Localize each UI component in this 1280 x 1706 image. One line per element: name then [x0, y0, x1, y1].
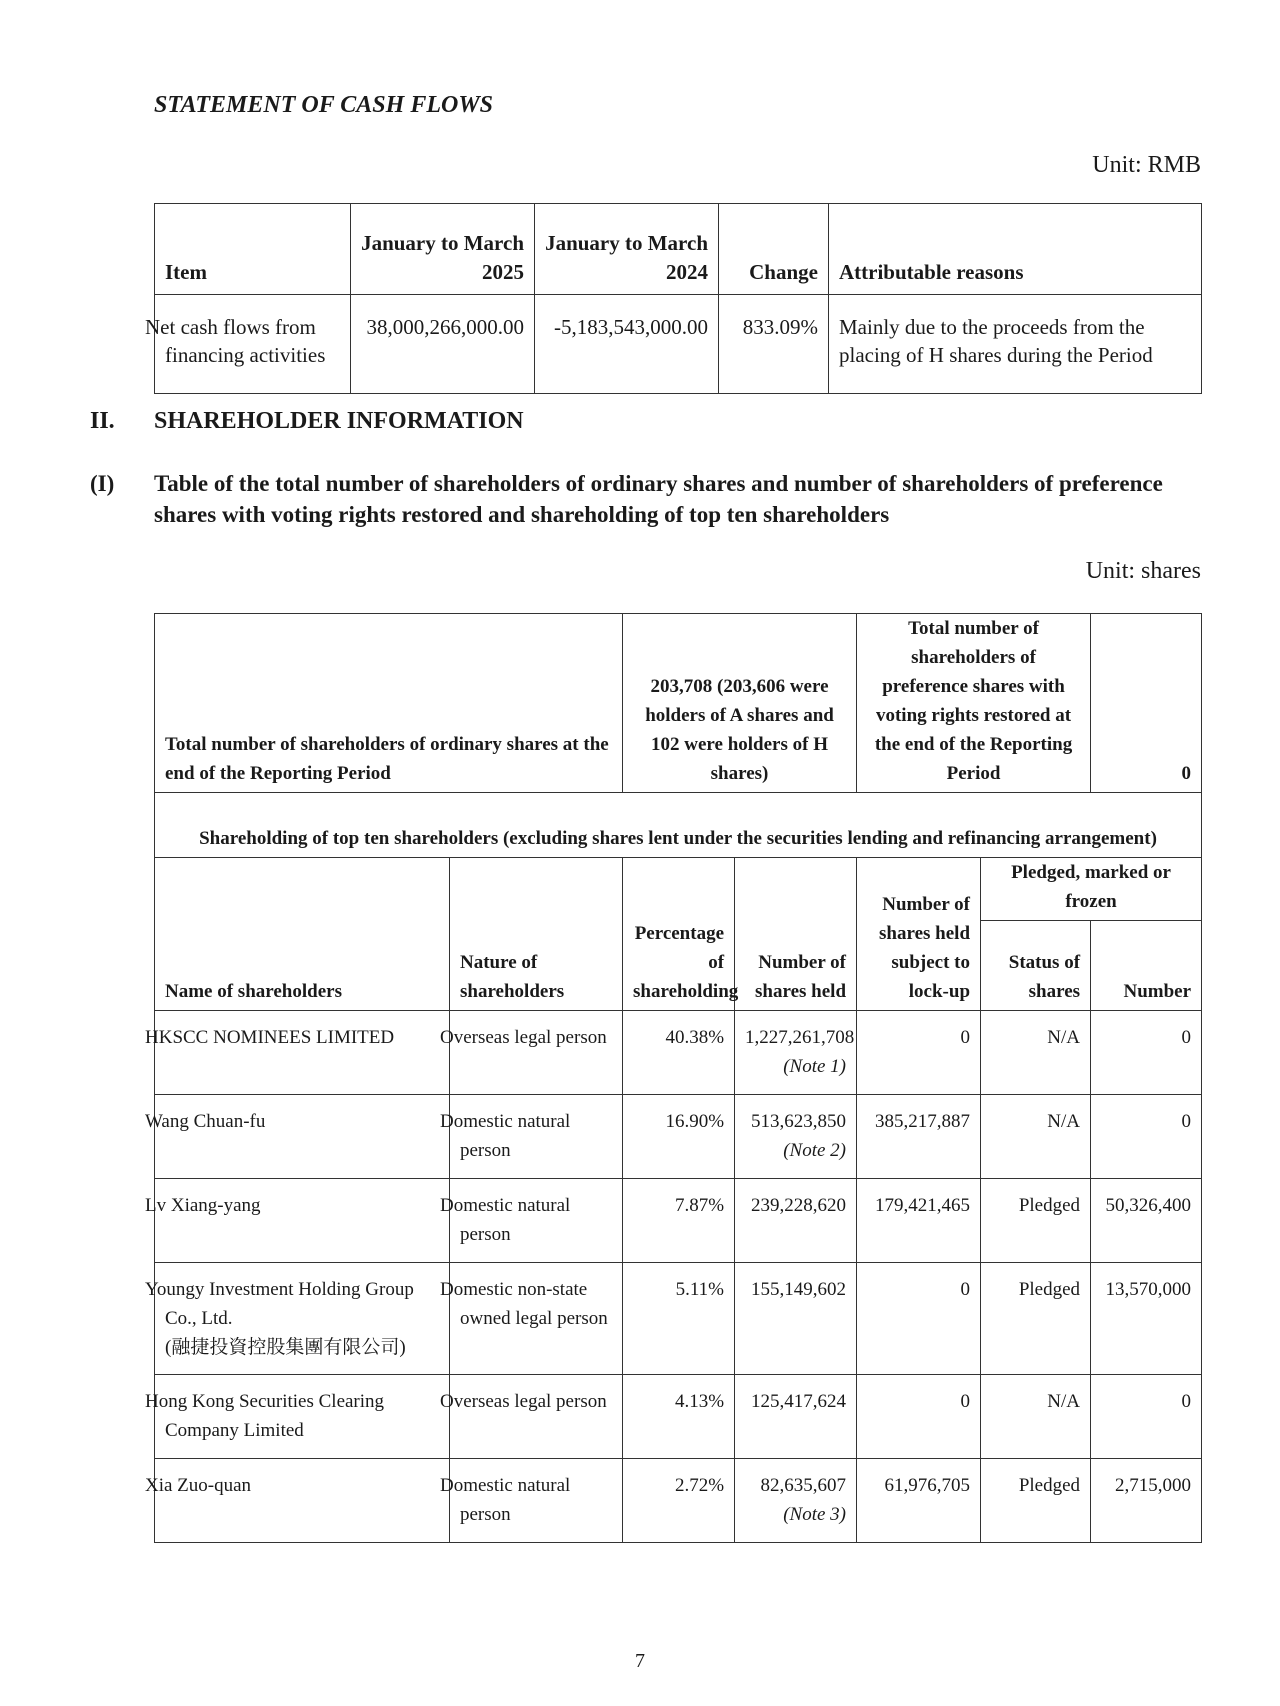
header-reasons: Attributable reasons	[829, 204, 1202, 295]
page-number: 7	[635, 1650, 645, 1672]
table-row	[155, 1011, 1202, 1095]
cell-status: N/A	[981, 1011, 1091, 1095]
cell-nature: Domestic natural person	[450, 1179, 623, 1263]
cell-shares	[735, 1459, 857, 1543]
cell-nature: Domestic natural person	[450, 1459, 623, 1543]
table-row	[155, 1263, 1202, 1375]
cell-name: HKSCC NOMINEES LIMITED	[155, 1011, 450, 1095]
shares-note: (Note 3)	[783, 1504, 847, 1525]
cell-shares: 155,149,602	[735, 1263, 857, 1375]
cell-item: Net cash flows from financing activities	[155, 295, 351, 394]
cell-reasons: Mainly due to the proceeds from the placing of H shares during the Period	[829, 295, 1202, 394]
cell-status: Pledged	[981, 1459, 1091, 1543]
cell-nature: Overseas legal person	[450, 1375, 623, 1459]
shareholder-name-cn: (融捷投資控股集團有限公司)	[165, 1337, 406, 1358]
header-jan-mar-2025: January to March 2025	[351, 204, 535, 295]
subsection-title: Table of the total number of shareholders of ordinary shares and number of shareholders of preference shares with voting rights restored and shareholding of top ten shareholders	[154, 471, 1163, 527]
header-name: Name of shareholders	[155, 858, 450, 1011]
cell-name: Lv Xiang-yang	[155, 1179, 450, 1263]
cell-nature: Domestic natural person	[450, 1095, 623, 1179]
subsection-number: (I)	[90, 471, 115, 496]
shares-note: (Note 2)	[783, 1140, 847, 1161]
header-percentage: Percentage of shareholding	[623, 858, 735, 1011]
cell-percentage: 16.90%	[623, 1095, 735, 1179]
header-shares-held: Number of shares held	[735, 858, 857, 1011]
cell-name: Xia Zuo-quan	[155, 1459, 450, 1543]
cell-percentage: 4.13%	[623, 1375, 735, 1459]
cell-name	[145, 1263, 450, 1375]
cell-number: 0	[1091, 1095, 1202, 1179]
table-row	[155, 1095, 1202, 1179]
preference-shareholders-value: 0	[1091, 614, 1202, 793]
statement-title: STATEMENT OF CASH FLOWS	[154, 92, 493, 118]
unit-rmb: Unit: RMB	[1092, 152, 1201, 178]
cell-number: 2,715,000	[1091, 1459, 1202, 1543]
shareholder-table	[145, 613, 1202, 1543]
cell-number: 0	[1091, 1011, 1202, 1095]
section-heading	[90, 408, 524, 435]
table-row	[155, 1179, 1202, 1263]
cell-number: 13,570,000	[1091, 1263, 1202, 1375]
cell-shares: 239,228,620	[735, 1179, 857, 1263]
cash-flow-table	[145, 203, 1202, 394]
cell-shares	[735, 1095, 857, 1179]
cell-name: Wang Chuan-fu	[155, 1095, 450, 1179]
unit-shares: Unit: shares	[1085, 558, 1201, 584]
section-title: SHAREHOLDER INFORMATION	[154, 408, 524, 434]
cell-jan-mar-2024: -5,183,543,000.00	[535, 295, 719, 394]
cell-lockup: 0	[857, 1011, 981, 1095]
cell-shares	[735, 1011, 857, 1095]
table-row	[155, 1459, 1202, 1543]
header-change: Change	[719, 204, 829, 295]
cell-nature: Overseas legal person	[450, 1011, 623, 1095]
cell-jan-mar-2025: 38,000,266,000.00	[351, 295, 535, 394]
top-ten-banner-row	[155, 793, 1202, 858]
cash-flow-header-row	[155, 204, 1202, 295]
top-ten-banner: Shareholding of top ten shareholders (excluding shares lent under the securities lending and refinancing arrangement)	[155, 793, 1202, 858]
cell-status: Pledged	[981, 1179, 1091, 1263]
cell-lockup: 0	[857, 1375, 981, 1459]
cell-change: 833.09%	[719, 295, 829, 394]
table-row	[155, 295, 1202, 394]
ordinary-shareholders-value: 203,708 (203,606 were holders of A shares and 102 were holders of H shares)	[623, 614, 857, 793]
summary-row	[155, 614, 1202, 793]
cell-number: 50,326,400	[1091, 1179, 1202, 1263]
section-number: II.	[90, 408, 115, 434]
cell-lockup: 61,976,705	[857, 1459, 981, 1543]
preference-shareholders-label: Total number of shareholders of preference shares with voting rights restored at the end of the Reporting Period	[857, 614, 1091, 793]
shares-value: 513,623,850	[751, 1111, 847, 1132]
header-item: Item	[155, 204, 351, 295]
shareholder-name: Youngy Investment Holding Group Co., Ltd.	[145, 1279, 414, 1329]
cell-status: Pledged	[981, 1263, 1091, 1375]
cell-percentage: 5.11%	[623, 1263, 735, 1375]
cell-percentage: 2.72%	[623, 1459, 735, 1543]
column-header-row	[155, 858, 1202, 921]
cell-nature: Domestic non-state owned legal person	[450, 1263, 623, 1375]
header-number: Number	[1091, 921, 1202, 1011]
subsection-heading	[90, 468, 1202, 530]
table-row	[155, 1375, 1202, 1459]
shares-value: 1,227,261,708	[745, 1027, 855, 1048]
cell-status: N/A	[981, 1375, 1091, 1459]
cell-name: Hong Kong Securities Clearing Company Limited	[155, 1375, 450, 1459]
shares-value: 82,635,607	[760, 1475, 847, 1496]
cell-number: 0	[1091, 1375, 1202, 1459]
header-pledged-group: Pledged, marked or frozen	[981, 858, 1202, 921]
shares-note: (Note 1)	[783, 1056, 847, 1077]
header-jan-mar-2024: January to March 2024	[535, 204, 719, 295]
header-lockup: Number of shares held subject to lock-up	[857, 858, 981, 1011]
ordinary-shareholders-label: Total number of shareholders of ordinary shares at the end of the Reporting Period	[155, 614, 623, 793]
cell-shares: 125,417,624	[735, 1375, 857, 1459]
header-nature: Nature of shareholders	[450, 858, 623, 1011]
cell-percentage: 40.38%	[623, 1011, 735, 1095]
cell-lockup: 385,217,887	[857, 1095, 981, 1179]
cell-lockup: 179,421,465	[857, 1179, 981, 1263]
cell-percentage: 7.87%	[623, 1179, 735, 1263]
cell-lockup: 0	[857, 1263, 981, 1375]
header-status: Status of shares	[981, 921, 1091, 1011]
cell-status: N/A	[981, 1095, 1091, 1179]
